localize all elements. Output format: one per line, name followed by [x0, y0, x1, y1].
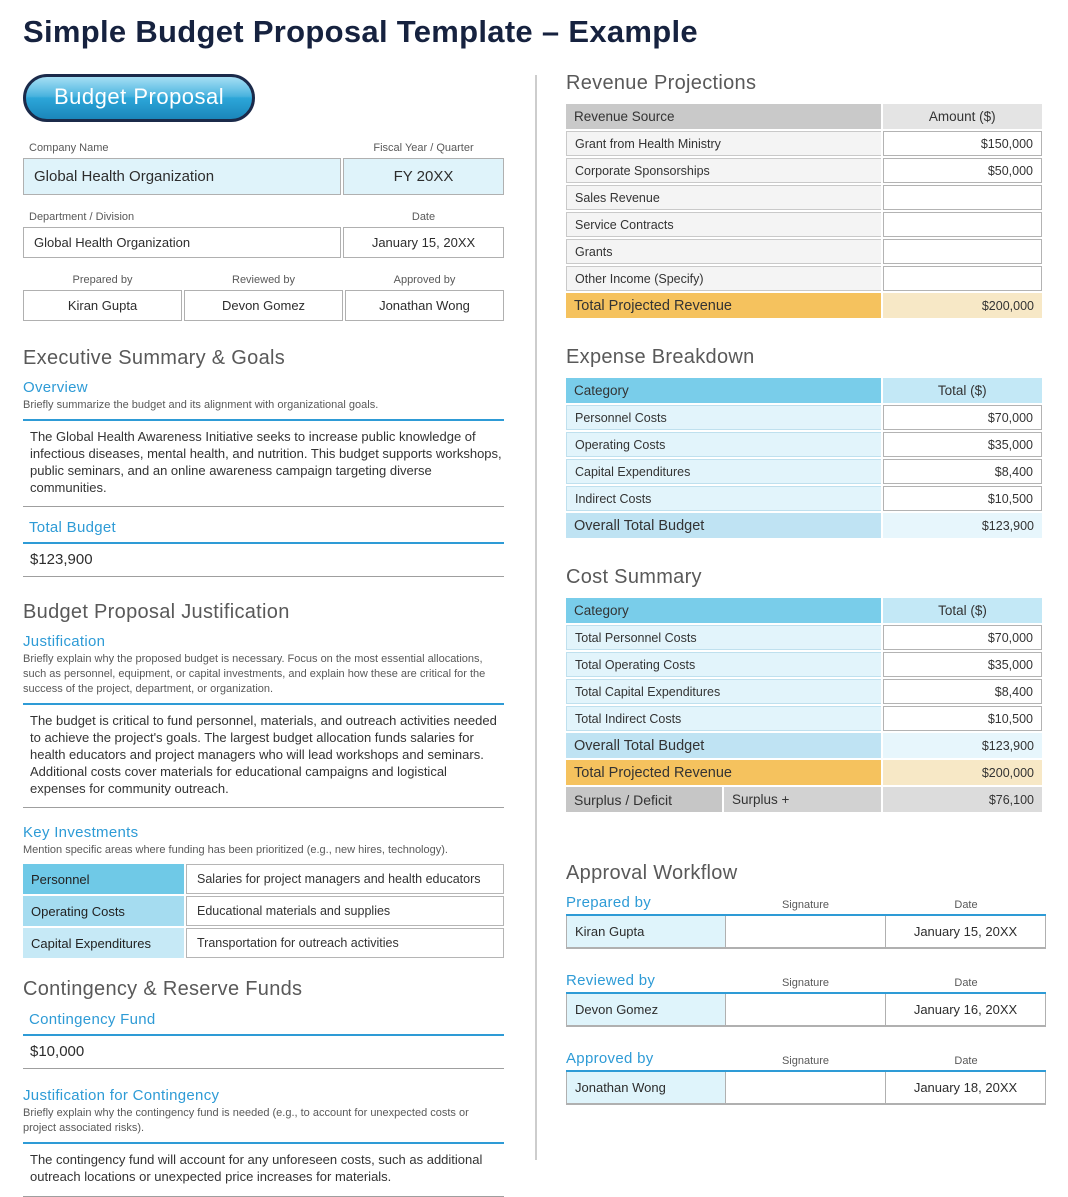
cost-total-cell[interactable]: $10,500 — [883, 706, 1042, 731]
revenue-projections-title: Revenue Projections — [566, 72, 757, 94]
key-investment-description[interactable]: Educational materials and supplies — [186, 896, 504, 926]
overview-text[interactable]: The Global Health Awareness Initiative seeks to increase public knowledge of infectious diseases, mental health, and nutrition. This budget supports workshops, public seminars, and an online awareness campaign targeting diverse communities. — [30, 428, 502, 495]
page-title: Simple Budget Proposal Template – Example — [23, 14, 698, 49]
table-row — [23, 864, 504, 894]
revenue-source-cell: Other Income (Specify) — [566, 266, 881, 291]
total-budget-heading: Total Budget — [29, 519, 116, 537]
approval-date-cell[interactable]: January 16, 20XX — [886, 994, 1046, 1025]
table-header-row — [566, 378, 1042, 403]
revenue-amount-cell[interactable] — [883, 239, 1042, 264]
total-header: Total ($) — [883, 378, 1042, 403]
prepared-by-block — [566, 894, 1046, 949]
expense-category-cell: Operating Costs — [566, 432, 881, 457]
expense-category-cell: Capital Expenditures — [566, 459, 881, 484]
table-row — [566, 131, 1042, 156]
revenue-amount-cell[interactable] — [883, 266, 1042, 291]
revenue-source-cell: Grant from Health Ministry — [566, 131, 881, 156]
contingency-justification-hint: Briefly explain why the contingency fund is needed (e.g., to account for unexpected costs or project associated risks). — [23, 1107, 469, 1135]
table-row — [566, 1070, 1046, 1105]
key-investment-category: Personnel — [23, 864, 184, 894]
key-investments-table — [23, 864, 504, 958]
approval-date-cell[interactable]: January 15, 20XX — [886, 916, 1046, 947]
total-row — [566, 513, 1042, 538]
contingency-section-title: Contingency & Reserve Funds — [23, 978, 303, 1001]
cost-total-cell[interactable]: $70,000 — [883, 625, 1042, 650]
table-row — [566, 679, 1042, 704]
expense-category-cell: Indirect Costs — [566, 486, 881, 511]
total-header: Total ($) — [883, 598, 1042, 623]
prepared-by-label: Prepared by — [72, 274, 133, 286]
table-row — [566, 266, 1042, 291]
total-row — [566, 760, 1042, 785]
key-investments-hint: Mention specific areas where funding has been prioritized (e.g., new hires, technology). — [23, 844, 448, 857]
signature-label: Signature — [781, 899, 830, 911]
total-row — [566, 293, 1042, 318]
table-header-row — [566, 598, 1042, 623]
contingency-justification-text[interactable]: The contingency fund will account for any unforeseen costs, such as additional outreach locations or unexpected price increases for materials. — [30, 1151, 483, 1184]
justification-heading: Justification — [23, 633, 106, 651]
overall-total-budget-label: Overall Total Budget — [566, 513, 881, 538]
approved-by-label: Approved by — [393, 274, 456, 286]
amount-header: Amount ($) — [883, 104, 1042, 129]
reviewed-by-label: Reviewed by — [232, 274, 295, 286]
left-column — [23, 74, 504, 1197]
budget-proposal-badge: Budget Proposal — [23, 74, 255, 122]
overview-hint: Briefly summarize the budget and its alignment with organizational goals. — [23, 399, 379, 411]
table-row — [566, 158, 1042, 183]
justification-text[interactable]: The budget is critical to fund personnel, materials, and outreach activities needed to achieve the project's goals. The largest budget allocation funds salaries for health educators and project managers who will lead workshops and seminars. Additional costs cover materials for educational campaigns and logistical expenses for community outreach. — [30, 712, 497, 796]
date-label: Date — [954, 899, 978, 911]
approved-by-field[interactable]: Jonathan Wong — [345, 290, 504, 321]
fiscal-year-label: Fiscal Year / Quarter — [373, 142, 474, 154]
cost-total-cell[interactable]: $8,400 — [883, 679, 1042, 704]
table-row — [566, 405, 1042, 430]
table-row — [566, 625, 1042, 650]
surplus-deficit-label: Surplus / Deficit — [566, 787, 722, 812]
total-projected-revenue-value: $200,000 — [883, 760, 1042, 785]
signature-label: Signature — [781, 977, 830, 989]
cost-total-cell[interactable]: $35,000 — [883, 652, 1042, 677]
reviewed-by-role-label: Reviewed by — [566, 972, 656, 989]
date-field[interactable]: January 15, 20XX — [343, 227, 504, 258]
total-projected-revenue-value: $200,000 — [883, 293, 1042, 318]
table-row — [566, 706, 1042, 731]
revenue-source-cell: Service Contracts — [566, 212, 881, 237]
executive-summary-title: Executive Summary & Goals — [23, 347, 286, 369]
contingency-fund-value[interactable]: $10,000 — [30, 1043, 85, 1061]
date-label: Date — [954, 977, 978, 989]
overall-total-budget-value: $123,900 — [883, 733, 1042, 758]
cost-category-cell: Total Indirect Costs — [566, 706, 881, 731]
signature-cell[interactable] — [725, 994, 886, 1025]
contingency-justification-heading: Justification for Contingency — [23, 1087, 220, 1105]
revenue-amount-cell[interactable]: $150,000 — [883, 131, 1042, 156]
justification-section-title: Budget Proposal Justification — [23, 601, 290, 624]
key-investment-description[interactable]: Transportation for outreach activities — [186, 928, 504, 958]
overall-total-budget-value: $123,900 — [883, 513, 1042, 538]
column-divider — [535, 75, 537, 1160]
expense-total-cell[interactable]: $70,000 — [883, 405, 1042, 430]
category-header: Category — [566, 378, 881, 403]
table-row — [566, 652, 1042, 677]
table-row — [566, 185, 1042, 210]
approval-date-cell[interactable]: January 18, 20XX — [886, 1072, 1046, 1103]
key-investment-description[interactable]: Salaries for project managers and health educators — [186, 864, 504, 894]
table-row — [566, 914, 1046, 949]
revenue-source-header: Revenue Source — [566, 104, 881, 129]
signature-label: Signature — [781, 1055, 830, 1067]
prepared-by-role-label: Prepared by — [566, 894, 652, 911]
table-row — [566, 239, 1042, 264]
expense-breakdown-title: Expense Breakdown — [566, 346, 755, 368]
table-row — [566, 992, 1046, 1027]
contingency-fund-heading: Contingency Fund — [29, 1011, 156, 1029]
surplus-status-cell[interactable]: Surplus + — [724, 787, 881, 812]
table-row — [566, 459, 1042, 484]
prepared-by-field[interactable]: Kiran Gupta — [23, 290, 182, 321]
reviewed-by-field[interactable]: Devon Gomez — [184, 290, 343, 321]
key-investment-category: Operating Costs — [23, 896, 184, 926]
revenue-source-cell: Corporate Sponsorships — [566, 158, 881, 183]
revenue-amount-cell[interactable]: $50,000 — [883, 158, 1042, 183]
table-row — [23, 928, 504, 958]
cost-category-cell: Total Capital Expenditures — [566, 679, 881, 704]
table-row — [566, 486, 1042, 511]
revenue-projections-table — [564, 102, 1044, 320]
revenue-source-cell: Grants — [566, 239, 881, 264]
signature-cell[interactable] — [725, 916, 886, 947]
cost-summary-table — [564, 596, 1044, 814]
revenue-amount-cell[interactable] — [883, 212, 1042, 237]
date-label: Date — [411, 211, 436, 223]
total-projected-revenue-label: Total Projected Revenue — [566, 760, 881, 785]
company-name-label: Company Name — [29, 142, 109, 154]
department-field[interactable]: Global Health Organization — [23, 227, 341, 258]
overall-total-budget-label: Overall Total Budget — [566, 733, 881, 758]
cost-summary-title: Cost Summary — [566, 566, 702, 588]
approved-by-block — [566, 1050, 1046, 1105]
total-row — [566, 733, 1042, 758]
surplus-row — [566, 787, 1042, 812]
approver-name-cell[interactable]: Kiran Gupta — [566, 916, 725, 947]
expense-category-cell: Personnel Costs — [566, 405, 881, 430]
revenue-source-cell: Sales Revenue — [566, 185, 881, 210]
surplus-value-cell: $76,100 — [883, 787, 1042, 812]
date-label: Date — [954, 1055, 978, 1067]
approver-name-cell[interactable]: Devon Gomez — [566, 994, 725, 1025]
cost-category-cell: Total Operating Costs — [566, 652, 881, 677]
table-row — [566, 432, 1042, 457]
cost-category-cell: Total Personnel Costs — [566, 625, 881, 650]
expense-breakdown-table — [564, 376, 1044, 540]
department-label: Department / Division — [29, 211, 135, 223]
total-projected-revenue-label: Total Projected Revenue — [566, 293, 881, 318]
approved-by-role-label: Approved by — [566, 1050, 654, 1067]
expense-total-cell[interactable]: $35,000 — [883, 432, 1042, 457]
key-investments-heading: Key Investments — [23, 824, 139, 842]
reviewed-by-block — [566, 972, 1046, 1027]
approval-workflow-title: Approval Workflow — [566, 862, 738, 884]
total-budget-value[interactable]: $123,900 — [30, 551, 93, 569]
table-row — [23, 896, 504, 926]
right-column — [566, 72, 1046, 1128]
overview-heading: Overview — [23, 379, 88, 396]
justification-hint: Briefly explain why the proposed budget is necessary. Focus on the most essential allocations, such as personnel, equipment, or capital investments, and explain how these are critical for the success of the project, department, or organization. — [23, 653, 486, 696]
approver-name-cell[interactable]: Jonathan Wong — [566, 1072, 725, 1103]
table-row — [566, 212, 1042, 237]
key-investment-category: Capital Expenditures — [23, 928, 184, 958]
expense-total-cell[interactable]: $8,400 — [883, 459, 1042, 484]
signature-cell[interactable] — [725, 1072, 886, 1103]
category-header: Category — [566, 598, 881, 623]
revenue-amount-cell[interactable] — [883, 185, 1042, 210]
table-header-row — [566, 104, 1042, 129]
expense-total-cell[interactable]: $10,500 — [883, 486, 1042, 511]
company-name-field[interactable]: Global Health Organization — [23, 158, 341, 195]
fiscal-year-field[interactable]: FY 20XX — [343, 158, 504, 195]
